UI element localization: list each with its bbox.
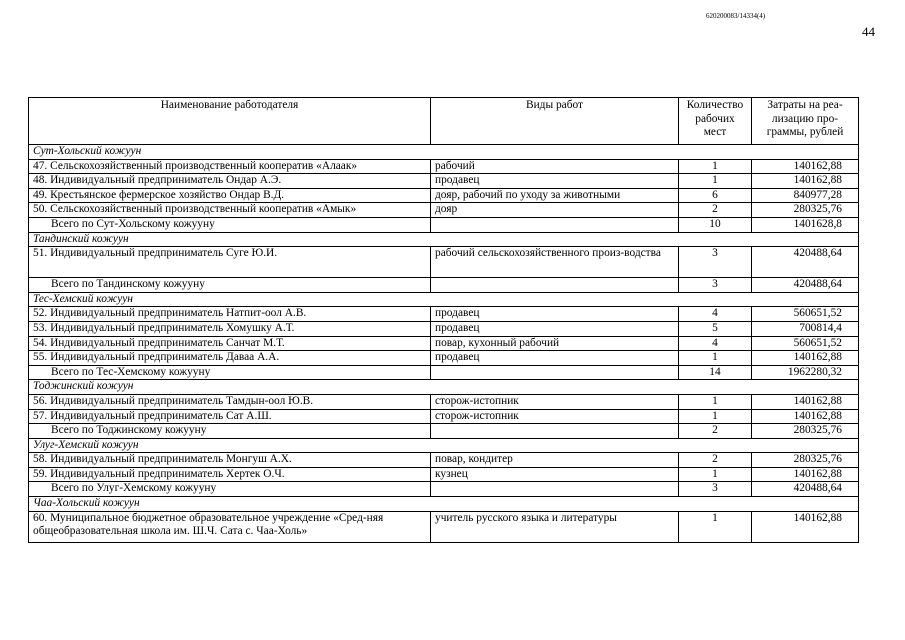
total-label: Всего по Улуг-Хемскому кожууну (29, 482, 431, 497)
section-title: Тандинский кожуун (29, 232, 859, 247)
cost-value: 560651,52 (752, 307, 859, 322)
cost-value: 1401628,8 (752, 217, 859, 232)
cost-value: 280325,76 (752, 424, 859, 439)
employer-name: 58. Индивидуальный предприниматель Монгуш А.Х. (29, 453, 431, 468)
workplace-count: 4 (679, 307, 752, 322)
total-row (29, 278, 859, 293)
cost-value: 840977,28 (752, 188, 859, 203)
header-count: Количество рабочих мест (679, 98, 752, 145)
workplace-count: 1 (679, 409, 752, 424)
work-type: дояр (431, 203, 679, 218)
table-row (29, 307, 859, 322)
employer-name: 59. Индивидуальный предприниматель Хертек О.Ч. (29, 467, 431, 482)
workplace-count: 10 (679, 217, 752, 232)
workplace-count: 1 (679, 351, 752, 366)
table-row (29, 467, 859, 482)
table-row (29, 511, 859, 542)
section-title: Чаа-Хольский кожуун (29, 497, 859, 512)
work-type (431, 217, 679, 232)
employer-name: 57. Индивидуальный предприниматель Сат А.Ш. (29, 409, 431, 424)
table-header-row (29, 98, 859, 145)
cost-value: 560651,52 (752, 336, 859, 351)
work-type (431, 365, 679, 380)
work-type: кузнец (431, 467, 679, 482)
section-row (29, 145, 859, 160)
cost-value: 420488,64 (752, 482, 859, 497)
total-label: Всего по Тоджинскому кожууну (29, 424, 431, 439)
workplace-count: 4 (679, 336, 752, 351)
workplace-count: 5 (679, 321, 752, 336)
employer-name: 47. Сельскохозяйственный производственный кооператив «Алаак» (29, 159, 431, 174)
section-title: Тоджинский кожуун (29, 380, 859, 395)
workplace-count: 3 (679, 482, 752, 497)
cost-value: 420488,64 (752, 247, 859, 278)
cost-value: 140162,88 (752, 467, 859, 482)
work-type (431, 424, 679, 439)
employer-name: 49. Крестьянское фермерское хозяйство Ондар В.Д. (29, 188, 431, 203)
employer-name: 55. Индивидуальный предприниматель Даваа А.А. (29, 351, 431, 366)
cost-value: 140162,88 (752, 394, 859, 409)
total-label: Всего по Сут-Хольскому кожууну (29, 217, 431, 232)
work-type: повар, кухонный рабочий (431, 336, 679, 351)
work-type: учитель русского языка и литературы (431, 511, 679, 542)
employer-name: 56. Индивидуальный предприниматель Тамдын-оол Ю.В. (29, 394, 431, 409)
section-title: Тес-Хемский кожуун (29, 292, 859, 307)
cost-value: 280325,76 (752, 453, 859, 468)
work-type: сторож-истопник (431, 394, 679, 409)
workplace-count: 2 (679, 453, 752, 468)
employer-name: 50. Сельскохозяйственный производственный кооператив «Амык» (29, 203, 431, 218)
work-type: дояр, рабочий по уходу за животными (431, 188, 679, 203)
cost-value: 140162,88 (752, 511, 859, 542)
cost-value: 140162,88 (752, 159, 859, 174)
employer-name: 48. Индивидуальный предприниматель Ондар А.Э. (29, 174, 431, 189)
section-title: Сут-Хольский кожуун (29, 145, 859, 160)
total-label: Всего по Тес-Хемскому кожууну (29, 365, 431, 380)
table-row (29, 174, 859, 189)
total-row (29, 365, 859, 380)
work-type: рабочий (431, 159, 679, 174)
workplace-count: 3 (679, 247, 752, 278)
cost-value: 1962280,32 (752, 365, 859, 380)
workplace-count: 1 (679, 467, 752, 482)
workplace-count: 1 (679, 159, 752, 174)
workplace-count: 3 (679, 278, 752, 293)
work-type: продавец (431, 321, 679, 336)
total-row (29, 424, 859, 439)
work-type: повар, кондитер (431, 453, 679, 468)
work-type (431, 482, 679, 497)
workplace-count: 6 (679, 188, 752, 203)
cost-value: 140162,88 (752, 351, 859, 366)
table-row (29, 159, 859, 174)
workplace-count: 1 (679, 394, 752, 409)
table-body (29, 145, 859, 543)
table-row (29, 453, 859, 468)
table-row (29, 394, 859, 409)
work-type: продавец (431, 307, 679, 322)
employer-name: 54. Индивидуальный предприниматель Санчат М.Т. (29, 336, 431, 351)
employer-name: 52. Индивидуальный предприниматель Натпит-оол А.В. (29, 307, 431, 322)
document-code: 620200083/14334(4) (706, 12, 766, 20)
cost-value: 140162,88 (752, 409, 859, 424)
header-cost: Затраты на реа-лизацию про-граммы, рублей (752, 98, 859, 145)
table-row (29, 203, 859, 218)
employer-name: 60. Муниципальное бюджетное образовательное учреждение «Сред-няя общеобразовательная школа им. Ш.Ч. Сата с. Чаа-Холь» (29, 511, 431, 542)
section-row (29, 232, 859, 247)
total-label: Всего по Тандинскому кожууну (29, 278, 431, 293)
cost-value: 280325,76 (752, 203, 859, 218)
header-employer: Наименование работодателя (29, 98, 431, 145)
work-type (431, 278, 679, 293)
total-row (29, 482, 859, 497)
workplace-count: 2 (679, 203, 752, 218)
cost-value: 420488,64 (752, 278, 859, 293)
table-row (29, 409, 859, 424)
employers-table (28, 97, 859, 543)
employer-name: 53. Индивидуальный предприниматель Хомушку А.Т. (29, 321, 431, 336)
section-title: Улуг-Хемский кожуун (29, 438, 859, 453)
work-type: продавец (431, 351, 679, 366)
cost-value: 700814,4 (752, 321, 859, 336)
page-number: 44 (862, 24, 875, 39)
workplace-count: 14 (679, 365, 752, 380)
work-type: рабочий сельскохозяйственного произ-водства (431, 247, 679, 278)
section-row (29, 380, 859, 395)
cost-value: 140162,88 (752, 174, 859, 189)
table-row (29, 321, 859, 336)
header-work-types: Виды работ (431, 98, 679, 145)
work-type: сторож-истопник (431, 409, 679, 424)
section-row (29, 438, 859, 453)
table-row (29, 336, 859, 351)
work-type: продавец (431, 174, 679, 189)
employer-name: 51. Индивидуальный предприниматель Суге Ю.И. (29, 247, 431, 278)
workplace-count: 1 (679, 174, 752, 189)
table-row (29, 247, 859, 278)
workplace-count: 2 (679, 424, 752, 439)
table-row (29, 188, 859, 203)
total-row (29, 217, 859, 232)
section-row (29, 292, 859, 307)
section-row (29, 497, 859, 512)
table-row (29, 351, 859, 366)
workplace-count: 1 (679, 511, 752, 542)
